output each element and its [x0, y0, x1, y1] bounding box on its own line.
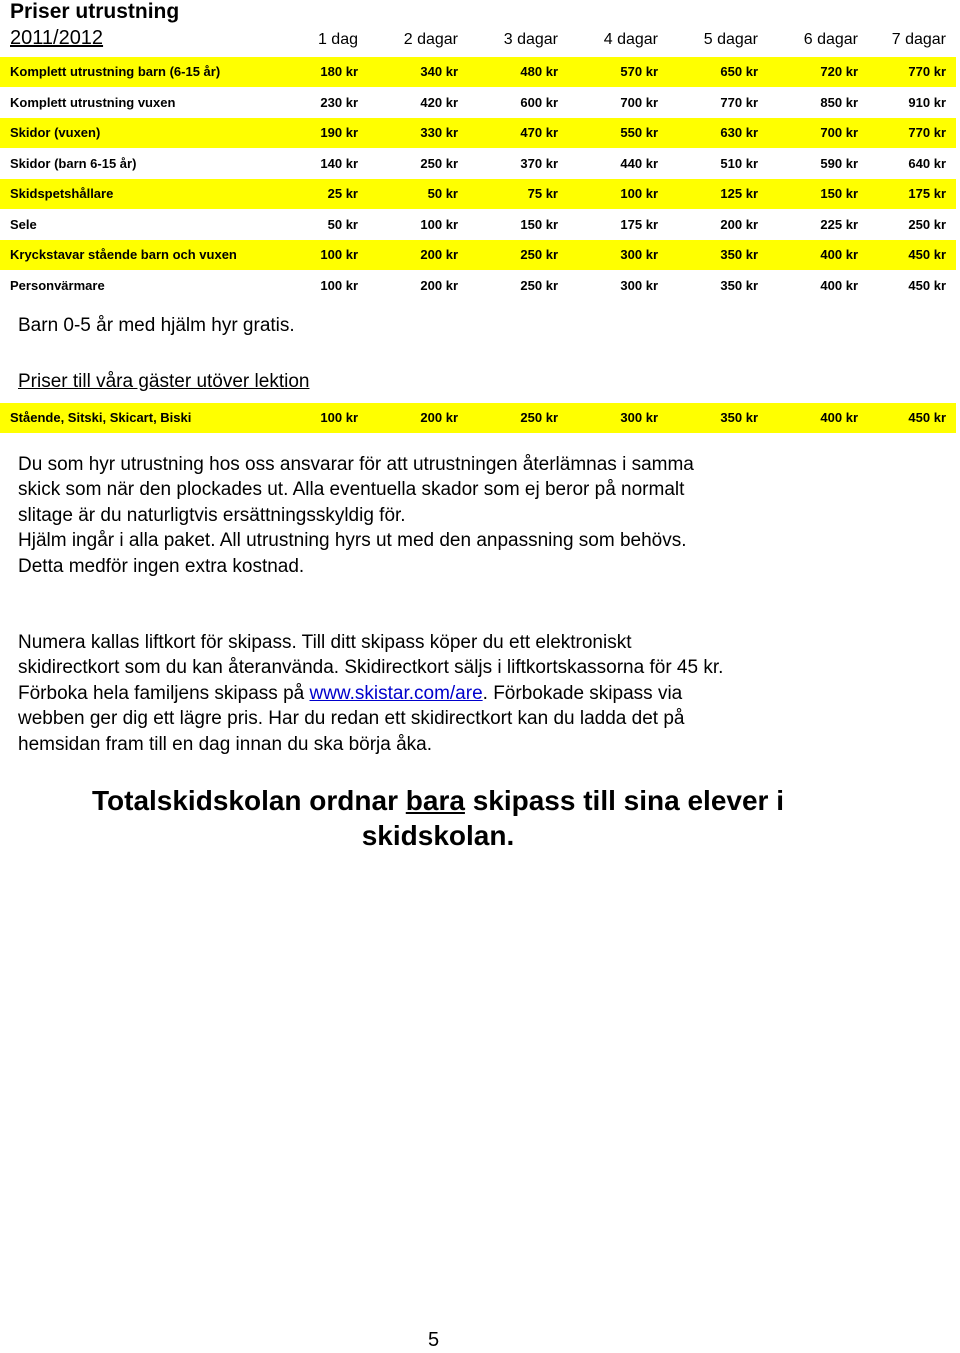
- day-header: 4 dagar: [603, 31, 658, 48]
- table-row: [0, 88, 956, 118]
- text-segment: . Förbokade skipass via: [482, 682, 683, 704]
- day-columns-header: [0, 28, 960, 52]
- price-cell: 630 kr: [720, 125, 758, 140]
- table-row: [0, 149, 956, 179]
- skipass-text: [18, 630, 918, 757]
- price-cell: 590 kr: [820, 155, 858, 171]
- price-cell: 175 kr: [908, 186, 946, 201]
- price-cell: 180 kr: [320, 64, 358, 79]
- price-cell: 200 kr: [420, 247, 458, 262]
- price-cell: 100 kr: [420, 216, 458, 232]
- text-line: [18, 681, 918, 706]
- price-cell: 250 kr: [520, 410, 558, 425]
- price-cell: 300 kr: [620, 247, 658, 262]
- closing-statement: [0, 783, 876, 853]
- page-title: Priser utrustning: [10, 0, 180, 23]
- price-cell: 720 kr: [820, 64, 858, 79]
- price-cell: 100 kr: [320, 277, 358, 293]
- price-cell: 200 kr: [420, 410, 458, 425]
- price-cell: 25 kr: [327, 186, 358, 201]
- price-cell: 300 kr: [620, 277, 658, 293]
- price-cell: 450 kr: [908, 410, 946, 425]
- price-cell: 440 kr: [620, 155, 658, 171]
- price-cell: 650 kr: [720, 64, 758, 79]
- price-cell: 370 kr: [520, 155, 558, 171]
- day-header: 7 dagar: [891, 31, 946, 48]
- text-line: skick som när den plockades ut. Alla eventuella skador som ej beror på normalt: [18, 479, 685, 501]
- season-label: 2011/2012: [10, 27, 104, 49]
- closing-line: skidskolan.: [361, 820, 515, 851]
- day-header: 5 dagar: [703, 31, 758, 48]
- row-label: Skidspetshållare: [10, 186, 114, 201]
- table-row: [0, 271, 956, 301]
- price-cell: 250 kr: [908, 216, 946, 232]
- text-line: Detta medför ingen extra kostnad.: [18, 555, 305, 577]
- price-cell: 340 kr: [420, 64, 458, 79]
- row-label: Stående, Sitski, Skicart, Biski: [10, 410, 192, 425]
- text-line: skidirectkort som du kan återanvända. Skidirectkort säljs i liftkortskassorna för 45 kr.: [18, 657, 724, 679]
- skistar-link[interactable]: www.skistar.com/are: [309, 682, 483, 704]
- text-segment: Förboka hela familjens skipass på: [18, 682, 310, 704]
- price-cell: 200 kr: [720, 216, 758, 232]
- price-cell: 770 kr: [908, 125, 946, 140]
- price-cell: 350 kr: [720, 247, 758, 262]
- text-line: Numera kallas liftkort för skipass. Till ditt skipass köper du ett elektroniskt: [18, 632, 632, 653]
- price-cell: 480 kr: [520, 64, 558, 79]
- row-label: Skidor (vuxen): [10, 125, 101, 140]
- table-row: [0, 118, 956, 148]
- row-label: Skidor (barn 6-15 år): [10, 155, 137, 171]
- text-line: Du som hyr utrustning hos oss ansvarar för att utrustningen återlämnas i samma: [18, 454, 694, 475]
- price-cell: 450 kr: [908, 277, 946, 293]
- guest-price-row: [0, 403, 956, 433]
- price-cell: 100 kr: [320, 247, 358, 262]
- table-row: [0, 210, 956, 240]
- price-cell: 225 kr: [820, 216, 858, 232]
- table-row: [0, 179, 956, 209]
- price-cell: 175 kr: [620, 216, 658, 232]
- row-label: Personvärmare: [10, 277, 105, 293]
- text-line: hemsidan fram till en dag innan du ska börja åka.: [18, 733, 433, 755]
- price-cell: 75 kr: [527, 186, 558, 201]
- price-cell: 250 kr: [420, 155, 458, 171]
- row-label: Kryckstavar stående barn och vuxen: [10, 247, 237, 262]
- price-cell: 470 kr: [520, 125, 558, 140]
- day-header: 6 dagar: [803, 31, 858, 48]
- price-cell: 910 kr: [908, 94, 946, 110]
- price-cell: 450 kr: [908, 247, 946, 262]
- free-children-note: Barn 0-5 år med hjälm hyr gratis.: [18, 315, 295, 336]
- price-cell: 330 kr: [420, 125, 458, 140]
- price-cell: 50 kr: [327, 216, 358, 232]
- price-cell: 250 kr: [520, 247, 558, 262]
- text-line: Hjälm ingår i alla paket. All utrustning hyrs ut med den anpassning som behövs.: [18, 530, 687, 552]
- price-cell: 400 kr: [820, 247, 858, 262]
- table-row: [0, 57, 956, 87]
- price-cell: 850 kr: [820, 94, 858, 110]
- price-cell: 300 kr: [620, 410, 658, 425]
- table-row: [0, 240, 956, 270]
- price-cell: 640 kr: [908, 155, 946, 171]
- closing-segment: Totalskidskolan ordnar: [91, 785, 406, 816]
- price-cell: 250 kr: [520, 277, 558, 293]
- price-cell: 125 kr: [720, 186, 758, 201]
- day-header: 3 dagar: [503, 31, 558, 48]
- price-cell: 350 kr: [720, 410, 758, 425]
- price-cell: 190 kr: [320, 125, 358, 140]
- closing-segment: skipass till sina elever i: [464, 785, 784, 816]
- price-cell: 700 kr: [620, 94, 658, 110]
- price-cell: 420 kr: [420, 94, 458, 110]
- price-cell: 50 kr: [427, 186, 458, 201]
- price-cell: 200 kr: [420, 277, 458, 293]
- text-line: slitage är du naturligtvis ersättningsskyldig för.: [18, 504, 406, 526]
- row-label: Komplett utrustning vuxen: [10, 94, 176, 110]
- price-cell: 100 kr: [620, 186, 658, 201]
- price-cell: 510 kr: [720, 155, 758, 171]
- responsibility-text: [18, 452, 918, 579]
- price-cell: 570 kr: [620, 64, 658, 79]
- price-cell: 150 kr: [520, 216, 558, 232]
- price-cell: 230 kr: [320, 94, 358, 110]
- price-cell: 770 kr: [908, 64, 946, 79]
- text-line: webben ger dig ett lägre pris. Har du redan ett skidirectkort kan du ladda det på: [18, 708, 685, 730]
- price-cell: 400 kr: [820, 277, 858, 293]
- day-header: 2 dagar: [403, 31, 458, 48]
- guest-prices-heading: Priser till våra gäster utöver lektion: [18, 371, 310, 392]
- price-cell: 400 kr: [820, 410, 858, 425]
- price-cell: 350 kr: [720, 277, 758, 293]
- price-cell: 100 kr: [320, 410, 358, 425]
- price-cell: 550 kr: [620, 125, 658, 140]
- price-cell: 700 kr: [820, 125, 858, 140]
- price-cell: 600 kr: [520, 94, 558, 110]
- price-cell: 140 kr: [320, 155, 358, 171]
- row-label: Komplett utrustning barn (6-15 år): [10, 64, 221, 79]
- day-header: 1 dag: [317, 31, 358, 48]
- page-number: 5: [428, 1329, 440, 1351]
- row-label: Sele: [10, 216, 37, 232]
- price-cell: 770 kr: [720, 94, 758, 110]
- price-cell: 150 kr: [820, 186, 858, 201]
- closing-emphasis: bara: [405, 785, 465, 816]
